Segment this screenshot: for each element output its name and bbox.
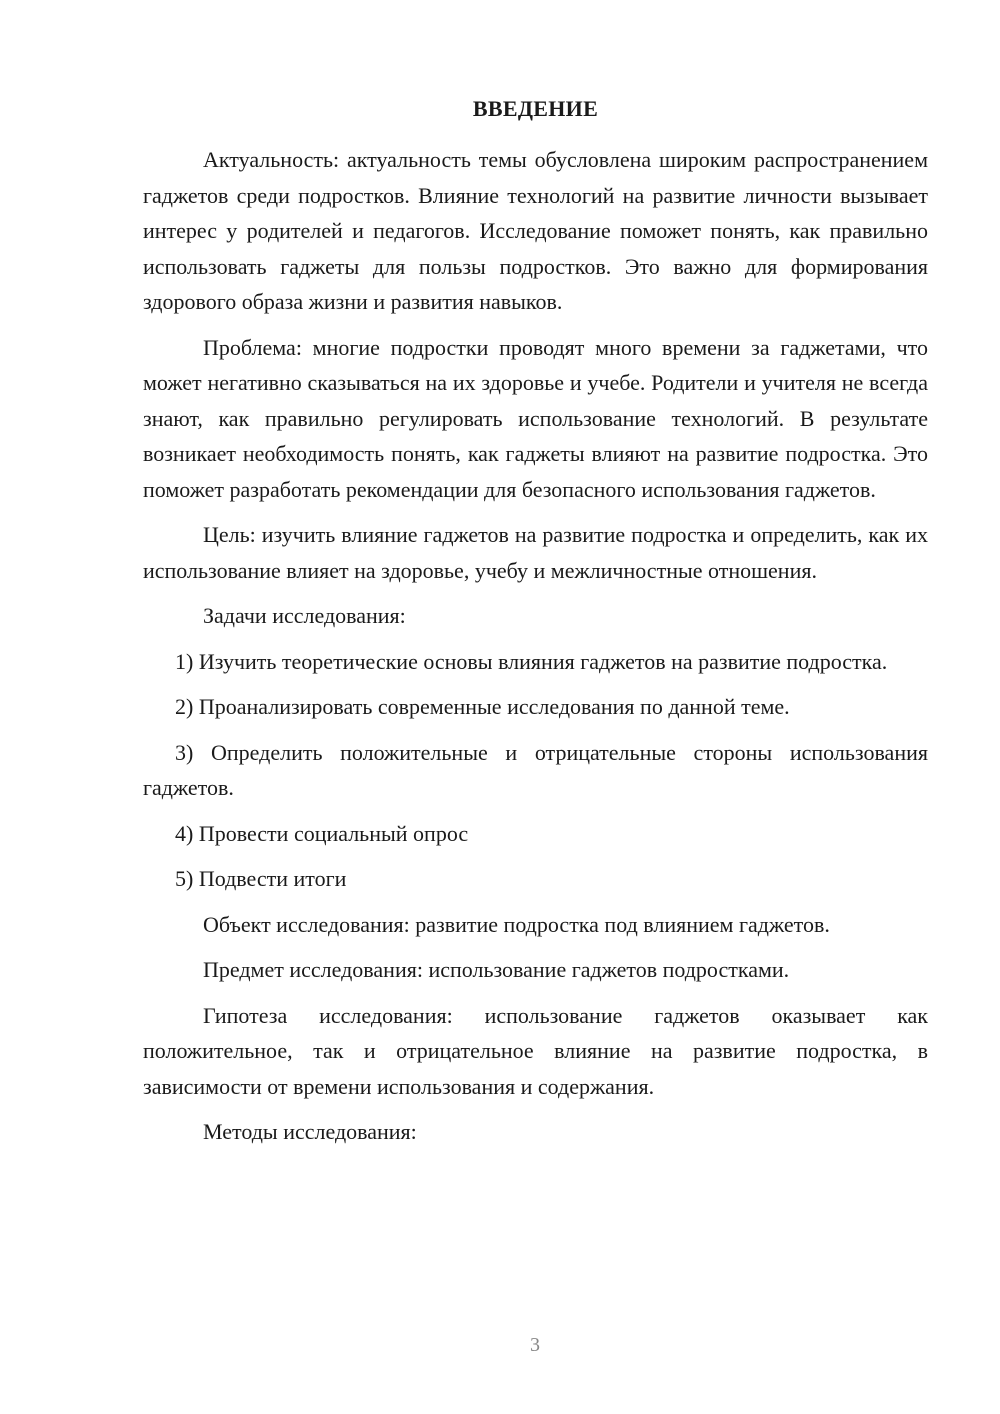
page-number: 3 <box>530 1334 540 1356</box>
methods-paragraph: Методы исследования: <box>203 1119 417 1144</box>
body-text <box>143 142 928 1160</box>
section-heading: ВВЕДЕНИЕ <box>472 96 599 121</box>
task-item: 5) Подвести итоги <box>175 866 347 891</box>
subject-paragraph: Предмет исследования: использование гаджетов подростками. <box>203 957 790 982</box>
task-item: 2) Проанализировать современные исследования по данной теме. <box>175 694 790 719</box>
goal-paragraph: Цель: изучить влияние гаджетов на развитие подростка и определить, как их использование влияет на здоровье, учебу и межличностные отношения. <box>143 522 928 583</box>
hypothesis-paragraph: Гипотеза исследования: использование гаджетов оказывает как положительное, так и отрицательное влияние на развитие подростка, в зависимости от времени использования и содержания. <box>143 1002 928 1099</box>
task-item: 4) Провести социальный опрос <box>175 820 469 846</box>
task-item: 1) Изучить теоретические основы влияния гаджетов на развитие подростка. <box>175 648 888 674</box>
task-item: 3) Определить положительные и отрицательные стороны использования гаджетов. <box>143 739 928 800</box>
relevance-paragraph: Актуальность: актуальность темы обусловлена широким распространением гаджетов среди подростков. Влияние технологий на развитие личности вызывает интерес у родителей и педагогов. Исследование поможет понять, как правильно использовать гаджеты для пользы подростков. Это важно для формирования здорового образа жизни и развития навыков. <box>143 147 928 314</box>
tasks-title: Задачи исследования: <box>203 603 406 628</box>
object-paragraph: Объект исследования: развитие подростка под влиянием гаджетов. <box>203 911 830 937</box>
problem-paragraph: Проблема: многие подростки проводят много времени за гаджетами, что может негативно сказываться на их здоровье и учебе. Родители и учителя не всегда знают, как правильно регулировать использование технологий. В результате возникает необходимость понять, как гаджеты влияют на развитие подростка. Это поможет разработать рекомендации для безопасного использования гаджетов. <box>143 334 928 502</box>
